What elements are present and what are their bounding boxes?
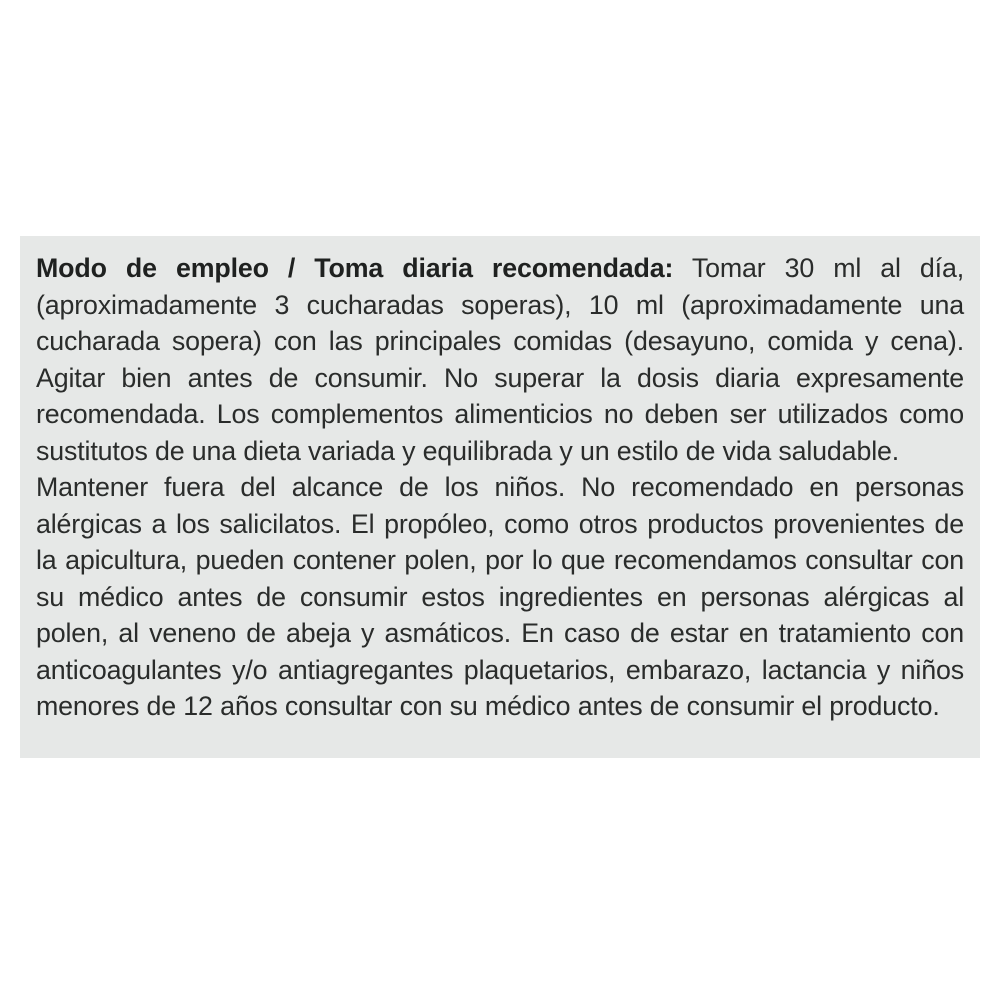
usage-instructions-panel bbox=[20, 236, 980, 758]
usage-heading: Modo de empleo / Toma diaria recomendada: bbox=[36, 253, 674, 283]
warnings-paragraph: Mantener fuera del alcance de los niños. No recomendado en personas alérgicas a los salicilatos. El propóleo, como otros productos provenientes de la apicultura, pueden contener polen, por lo que recomendamos consultar con su médico antes de consumir estos ingredientes en personas alérgicas al polen, al veneno de abeja y asmáticos. En caso de estar en tratamiento con anticoagulantes y/o antiagregantes plaquetarios, embarazo, lactancia y niños menores de 12 años consultar con su médico antes de consumir el producto. bbox=[36, 472, 964, 721]
usage-paragraph bbox=[36, 250, 964, 469]
usage-text: Tomar 30 ml al día, (aproximadamente 3 cucharadas soperas), 10 ml (aproximadamente una cucharada sopera) con las principales comidas (desayuno, comida y cena). Agitar bien antes de consumir. No superar la dosis diaria expresamente recomendada. Los complementos alimenticios no deben ser utilizados como sustitutos de una dieta variada y equilibrada y un estilo de vida saludable. bbox=[36, 253, 965, 466]
